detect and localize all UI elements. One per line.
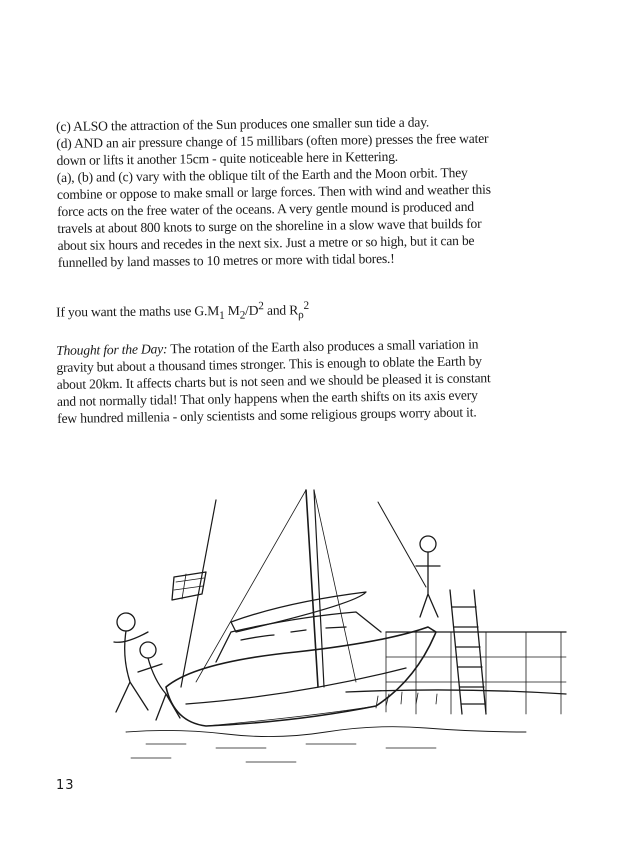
- text-line: funnelled by land masses to 10 metres or more with tidal bores.!: [57, 250, 395, 270]
- thought-for-the-day-paragraph: [56, 334, 553, 427]
- text-line: (a), (b) and (c) vary with the oblique tilt of the Earth and the Moon orbit. They: [56, 164, 468, 185]
- text-line: force acts on the free water of the oceans. A very gentle mound is produced and: [57, 198, 474, 219]
- text-line: (d) AND an air pressure change of 15 millibars (often more) presses the free water: [56, 130, 489, 151]
- text-line: combine or oppose to make small or large forces. Then with wind and weather this: [56, 181, 491, 202]
- formula-sup: 2: [258, 300, 264, 313]
- formula-sup: 2: [303, 299, 310, 312]
- maths-formula-line: [56, 296, 552, 327]
- text-line: about six hours and recedes in the next six. Just a metre or so high, but it can be: [57, 232, 475, 253]
- sailboat-aground-sketch-icon: [56, 482, 576, 772]
- thought-label: Thought for the Day:: [56, 341, 168, 358]
- text-line: The rotation of the Earth also produces a small variation in: [167, 336, 479, 357]
- text-line: about 20km. It affects charts but is not seen and we should be pleased it is constant: [56, 370, 491, 392]
- text-line: down or lifts it another 15cm - quite noticeable here in Kettering.: [56, 148, 399, 168]
- formula-sub: 2: [239, 309, 246, 322]
- text-line: few hundred millenia - only scientists and some religious groups worry about it.: [57, 404, 477, 426]
- formula-sub: 1: [219, 309, 225, 322]
- formula-rho: ρ: [298, 309, 304, 322]
- text-line: travels at about 800 knots to surge on the shoreline in a slow wave that builds for: [57, 215, 482, 236]
- formula-text: If you want the maths use G.M: [56, 303, 220, 320]
- text-line: gravity but about a thousand times stronger. This is enough to oblate the Earth by: [56, 353, 482, 375]
- text-line: and not normally tidal! That only happens when the earth shifts on its axis every: [56, 387, 478, 409]
- formula-text: M: [224, 302, 240, 319]
- formula-text: and R: [263, 302, 299, 318]
- tide-explanation-paragraph: [56, 112, 554, 271]
- text-line: (c) ALSO the attraction of the Sun produces one smaller sun tide a day.: [56, 114, 430, 134]
- page-number: 13: [56, 778, 75, 793]
- formula-text: /D: [245, 302, 259, 318]
